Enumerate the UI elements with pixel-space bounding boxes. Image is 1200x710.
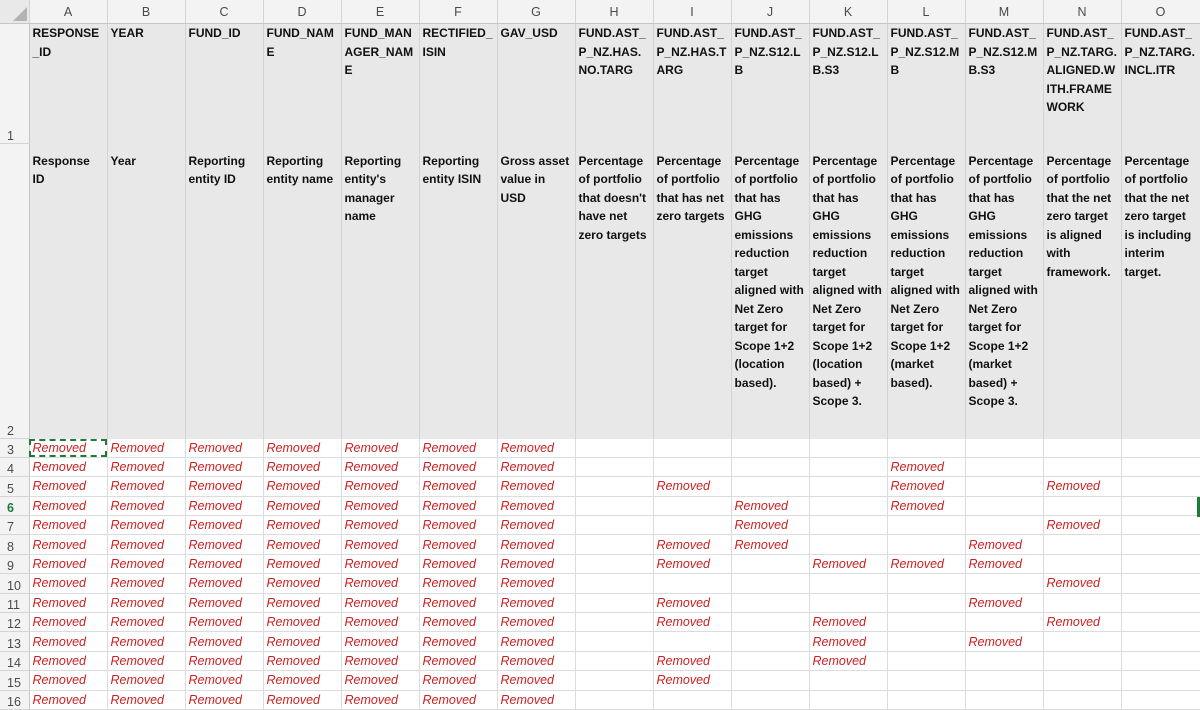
grid-cell[interactable]: Removed — [497, 671, 575, 690]
grid-cell[interactable]: Removed — [185, 457, 263, 476]
header-code-row — [0, 24, 1200, 144]
grid-cell[interactable]: Removed — [107, 613, 185, 632]
grid-cell[interactable]: Removed — [419, 690, 497, 709]
header-code-cell[interactable]: FUND_ID — [185, 24, 263, 144]
grid-cell[interactable]: Removed — [419, 457, 497, 476]
grid-cell[interactable] — [887, 593, 965, 612]
row-number[interactable]: 10 — [0, 574, 29, 593]
grid-cell[interactable]: Removed — [29, 632, 107, 651]
table-row — [0, 496, 1200, 515]
grid-cell[interactable]: Removed — [29, 671, 107, 690]
grid-cell[interactable]: Removed — [107, 632, 185, 651]
grid-cell[interactable] — [1121, 535, 1200, 554]
grid-cell[interactable] — [731, 651, 809, 670]
grid-cell[interactable]: Removed — [653, 477, 731, 496]
row-number[interactable]: 14 — [0, 651, 29, 670]
grid-cell[interactable] — [575, 690, 653, 709]
grid-cell[interactable]: Removed — [887, 477, 965, 496]
column-header-h[interactable]: H — [575, 0, 653, 24]
header-description-cell[interactable]: Percentage of portfolio that has GHG emissions reduction target aligned with Net Zero target for Scope 1+2 (location based) + Scope 3. — [809, 144, 887, 439]
grid-cell[interactable]: Removed — [419, 574, 497, 593]
grid-cell[interactable]: Removed — [263, 574, 341, 593]
header-code-cell[interactable]: FUND.AST_P_NZ.S12.LB.S3 — [809, 24, 887, 144]
grid-cell[interactable] — [1121, 690, 1200, 709]
row-number[interactable]: 13 — [0, 632, 29, 651]
grid-cell[interactable]: Removed — [341, 651, 419, 670]
grid-cell[interactable] — [1121, 439, 1200, 458]
grid-body — [0, 24, 1200, 710]
grid-cell[interactable] — [887, 632, 965, 651]
grid-cell[interactable] — [731, 613, 809, 632]
row-number[interactable]: 3 — [0, 439, 29, 458]
grid-cell[interactable]: Removed — [497, 516, 575, 535]
grid-cell[interactable] — [887, 651, 965, 670]
grid-cell[interactable]: Removed — [965, 593, 1043, 612]
selected-cell[interactable]: Removed — [29, 439, 107, 458]
grid-cell[interactable] — [731, 457, 809, 476]
grid-cell[interactable]: Removed — [341, 690, 419, 709]
grid-cell[interactable]: Removed — [29, 496, 107, 515]
header-code-cell[interactable]: FUND.AST_P_NZ.S12.MB — [887, 24, 965, 144]
grid-cell[interactable] — [575, 632, 653, 651]
grid-cell[interactable]: Removed — [185, 593, 263, 612]
grid-cell[interactable]: Removed — [809, 613, 887, 632]
grid-cell[interactable]: Removed — [185, 671, 263, 690]
header-description-cell[interactable]: Year — [107, 144, 185, 439]
grid-cell[interactable] — [575, 554, 653, 573]
grid-cell[interactable] — [575, 439, 653, 458]
grid-cell[interactable] — [809, 574, 887, 593]
grid-cell[interactable] — [731, 574, 809, 593]
grid-cell[interactable] — [965, 690, 1043, 709]
grid-cell[interactable] — [653, 439, 731, 458]
grid-cell[interactable] — [1043, 690, 1121, 709]
grid-cell[interactable]: Removed — [653, 671, 731, 690]
grid-cell[interactable]: Removed — [731, 535, 809, 554]
grid-cell[interactable]: Removed — [263, 516, 341, 535]
grid-cell[interactable]: Removed — [107, 554, 185, 573]
grid-cell[interactable] — [809, 593, 887, 612]
grid-cell[interactable] — [1121, 516, 1200, 535]
grid-cell[interactable]: Removed — [419, 554, 497, 573]
column-header-o[interactable]: O — [1121, 0, 1200, 24]
column-header-l[interactable]: L — [887, 0, 965, 24]
grid-cell[interactable] — [887, 574, 965, 593]
grid-cell[interactable] — [1121, 554, 1200, 573]
grid-cell[interactable]: Removed — [29, 593, 107, 612]
header-description-cell[interactable]: Percentage of portfolio that has GHG emissions reduction target aligned with Net Zero target for Scope 1+2 (location based). — [731, 144, 809, 439]
grid-cell[interactable] — [575, 651, 653, 670]
grid-cell[interactable]: Removed — [653, 651, 731, 670]
grid-cell[interactable]: Removed — [107, 457, 185, 476]
grid-cell[interactable]: Removed — [419, 651, 497, 670]
header-description-cell[interactable]: Percentage of portfolio that has GHG emissions reduction target aligned with Net Zero target for Scope 1+2 (market based). — [887, 144, 965, 439]
column-header-m[interactable]: M — [965, 0, 1043, 24]
grid-cell[interactable]: Removed — [497, 574, 575, 593]
header-description-row — [0, 144, 1200, 439]
grid-cell[interactable]: Removed — [29, 613, 107, 632]
table-row — [0, 457, 1200, 476]
row-number[interactable]: 16 — [0, 690, 29, 709]
grid-cell[interactable]: Removed — [809, 651, 887, 670]
grid-cell[interactable]: Removed — [263, 632, 341, 651]
grid-cell[interactable]: Removed — [341, 671, 419, 690]
grid-cell[interactable]: Removed — [341, 535, 419, 554]
grid-cell[interactable] — [1043, 671, 1121, 690]
grid-cell[interactable]: Removed — [263, 554, 341, 573]
grid-cell[interactable]: Removed — [185, 632, 263, 651]
grid-cell[interactable]: Removed — [263, 477, 341, 496]
grid-cell[interactable]: Removed — [653, 613, 731, 632]
grid-cell[interactable]: Removed — [419, 477, 497, 496]
grid-cell[interactable]: Removed — [419, 632, 497, 651]
grid-cell[interactable]: Removed — [1043, 574, 1121, 593]
grid-cell[interactable]: Removed — [341, 439, 419, 458]
header-description-cell[interactable]: Gross asset value in USD — [497, 144, 575, 439]
header-description-cell[interactable]: Percentage of portfolio that has net zero targets — [653, 144, 731, 439]
row-number[interactable]: 5 — [0, 477, 29, 496]
grid-cell[interactable]: Removed — [497, 477, 575, 496]
row-number[interactable]: 6 — [0, 496, 29, 515]
grid-cell[interactable]: Removed — [731, 516, 809, 535]
grid-cell[interactable]: Removed — [809, 554, 887, 573]
column-header-i[interactable]: I — [653, 0, 731, 24]
grid-cell[interactable] — [1043, 457, 1121, 476]
grid-cell[interactable] — [965, 439, 1043, 458]
grid-cell[interactable] — [965, 516, 1043, 535]
grid-cell[interactable]: Removed — [809, 632, 887, 651]
grid-cell[interactable] — [731, 593, 809, 612]
column-header-b[interactable]: B — [107, 0, 185, 24]
table-row — [0, 632, 1200, 651]
grid-cell[interactable] — [965, 574, 1043, 593]
grid-cell[interactable]: Removed — [107, 477, 185, 496]
grid-cell[interactable]: Removed — [653, 535, 731, 554]
grid-cell[interactable]: Removed — [419, 613, 497, 632]
grid-cell[interactable]: Removed — [497, 632, 575, 651]
grid-cell[interactable] — [575, 671, 653, 690]
grid-cell[interactable]: Removed — [29, 574, 107, 593]
grid-cell[interactable]: Removed — [341, 574, 419, 593]
grid-cell[interactable]: Removed — [29, 554, 107, 573]
grid-cell[interactable] — [731, 671, 809, 690]
grid-cell[interactable]: Removed — [185, 574, 263, 593]
table-row — [0, 535, 1200, 554]
grid-cell[interactable]: Removed — [185, 613, 263, 632]
grid-cell[interactable] — [1121, 496, 1200, 515]
header-code-cell[interactable]: FUND.AST_P_NZ.TARG.INCL.ITR — [1121, 24, 1200, 144]
grid-cell[interactable] — [887, 535, 965, 554]
grid-cell[interactable] — [809, 671, 887, 690]
grid-cell[interactable] — [575, 477, 653, 496]
grid-cell[interactable] — [575, 613, 653, 632]
grid-cell[interactable]: Removed — [887, 554, 965, 573]
header-description-cell[interactable]: Reporting entity's manager name — [341, 144, 419, 439]
column-header-a[interactable]: A — [29, 0, 107, 24]
grid-cell[interactable] — [1043, 554, 1121, 573]
grid-cell[interactable]: Removed — [497, 690, 575, 709]
grid-cell[interactable] — [809, 496, 887, 515]
grid-cell[interactable]: Removed — [185, 690, 263, 709]
grid-cell[interactable]: Removed — [419, 671, 497, 690]
grid-cell[interactable]: Removed — [107, 593, 185, 612]
grid-cell[interactable] — [965, 671, 1043, 690]
grid-cell[interactable]: Removed — [497, 613, 575, 632]
grid-cell[interactable]: Removed — [263, 613, 341, 632]
grid-cell[interactable]: Removed — [965, 535, 1043, 554]
row-number[interactable]: 8 — [0, 535, 29, 554]
grid-cell[interactable]: Removed — [887, 496, 965, 515]
grid-cell[interactable]: Removed — [185, 477, 263, 496]
grid-cell[interactable] — [731, 477, 809, 496]
row-number[interactable]: 4 — [0, 457, 29, 476]
grid-cell[interactable]: Removed — [341, 457, 419, 476]
grid-cell[interactable] — [887, 516, 965, 535]
grid-cell[interactable]: Removed — [341, 516, 419, 535]
grid-cell[interactable]: Removed — [497, 651, 575, 670]
grid-cell[interactable]: Removed — [497, 554, 575, 573]
row-number[interactable]: 1 — [0, 24, 29, 144]
header-code-cell[interactable]: FUND.AST_P_NZ.S12.LB — [731, 24, 809, 144]
grid-cell[interactable] — [1121, 574, 1200, 593]
column-header-j[interactable]: J — [731, 0, 809, 24]
grid-cell[interactable]: Removed — [29, 690, 107, 709]
grid-cell[interactable]: Removed — [185, 535, 263, 554]
grid-cell[interactable] — [1121, 651, 1200, 670]
grid-cell[interactable] — [887, 439, 965, 458]
grid-cell[interactable] — [1121, 613, 1200, 632]
grid-cell[interactable] — [965, 457, 1043, 476]
grid-cell[interactable] — [1121, 593, 1200, 612]
grid-cell[interactable]: Removed — [29, 516, 107, 535]
grid-cell[interactable] — [809, 690, 887, 709]
grid-cell[interactable] — [809, 457, 887, 476]
select-all-corner[interactable] — [0, 0, 29, 24]
grid-cell[interactable]: Removed — [263, 593, 341, 612]
table-row — [0, 651, 1200, 670]
column-header-row — [0, 0, 1200, 24]
grid-cell[interactable]: Removed — [263, 651, 341, 670]
row-number[interactable]: 9 — [0, 554, 29, 573]
grid-cell[interactable]: Removed — [29, 651, 107, 670]
grid-cell[interactable]: Removed — [185, 496, 263, 515]
grid-cell[interactable]: Removed — [965, 554, 1043, 573]
grid-cell[interactable]: Removed — [263, 457, 341, 476]
grid-cell[interactable]: Removed — [497, 496, 575, 515]
grid-cell[interactable]: Removed — [107, 439, 185, 458]
grid-cell[interactable]: Removed — [107, 574, 185, 593]
grid-cell[interactable]: Removed — [341, 554, 419, 573]
grid-cell[interactable] — [1043, 593, 1121, 612]
column-header-n[interactable]: N — [1043, 0, 1121, 24]
grid-cell[interactable] — [575, 593, 653, 612]
header-code-cell[interactable]: GAV_USD — [497, 24, 575, 144]
grid-cell[interactable] — [965, 613, 1043, 632]
table-row — [0, 574, 1200, 593]
row-number[interactable]: 11 — [0, 593, 29, 612]
row-number[interactable]: 7 — [0, 516, 29, 535]
grid-cell[interactable] — [653, 457, 731, 476]
grid-cell[interactable]: Removed — [341, 632, 419, 651]
grid-cell[interactable] — [731, 439, 809, 458]
grid-cell[interactable] — [1121, 457, 1200, 476]
grid-cell[interactable] — [887, 690, 965, 709]
table-row — [0, 671, 1200, 690]
header-code-cell[interactable]: RESPONSE_ID — [29, 24, 107, 144]
grid-cell[interactable] — [653, 632, 731, 651]
grid-cell[interactable]: Removed — [419, 496, 497, 515]
grid-cell[interactable]: Removed — [263, 439, 341, 458]
grid-cell[interactable] — [653, 574, 731, 593]
grid-cell[interactable]: Removed — [341, 496, 419, 515]
column-header-e[interactable]: E — [341, 0, 419, 24]
grid-cell[interactable]: Removed — [107, 671, 185, 690]
grid-cell[interactable] — [653, 690, 731, 709]
header-description-cell[interactable]: Percentage of portfolio that doesn't have net zero targets — [575, 144, 653, 439]
grid-cell[interactable]: Removed — [107, 535, 185, 554]
header-code-cell[interactable]: FUND_MANAGER_NAME — [341, 24, 419, 144]
header-description-cell[interactable]: Percentage of portfolio that has GHG emissions reduction target aligned with Net Zero target for Scope 1+2 (market based) + Scope 3. — [965, 144, 1043, 439]
grid-cell[interactable] — [575, 535, 653, 554]
table-row — [0, 516, 1200, 535]
grid-cell[interactable]: Removed — [1043, 613, 1121, 632]
grid-cell[interactable]: Removed — [185, 516, 263, 535]
grid-cell[interactable]: Removed — [29, 535, 107, 554]
grid-cell[interactable] — [653, 516, 731, 535]
grid-cell[interactable]: Removed — [497, 535, 575, 554]
grid-cell[interactable]: Removed — [185, 651, 263, 670]
table-row — [0, 477, 1200, 496]
column-header-k[interactable]: K — [809, 0, 887, 24]
table-row — [0, 690, 1200, 709]
grid-cell[interactable]: Removed — [263, 690, 341, 709]
header-description-cell[interactable]: Reporting entity ID — [185, 144, 263, 439]
grid-cell[interactable] — [809, 516, 887, 535]
grid-cell[interactable]: Removed — [107, 496, 185, 515]
header-description-cell[interactable]: Percentage of portfolio that the net zero target is including interim target. — [1121, 144, 1200, 439]
grid-cell[interactable]: Removed — [107, 690, 185, 709]
grid-cell[interactable]: Removed — [1043, 477, 1121, 496]
grid-cell[interactable]: Removed — [185, 554, 263, 573]
grid-cell[interactable]: Removed — [263, 671, 341, 690]
row-number[interactable]: 12 — [0, 613, 29, 632]
column-header-g[interactable]: G — [497, 0, 575, 24]
grid-cell[interactable]: Removed — [29, 477, 107, 496]
grid-cell[interactable] — [965, 651, 1043, 670]
header-description-cell[interactable]: Response ID — [29, 144, 107, 439]
grid-cell[interactable]: Removed — [29, 457, 107, 476]
grid-cell[interactable] — [809, 439, 887, 458]
grid-cell[interactable]: Removed — [497, 593, 575, 612]
header-code-cell[interactable]: YEAR — [107, 24, 185, 144]
grid-cell[interactable]: Removed — [1043, 516, 1121, 535]
grid-cell[interactable] — [1043, 439, 1121, 458]
grid-cell[interactable]: Removed — [497, 439, 575, 458]
grid-cell[interactable] — [1121, 671, 1200, 690]
grid-cell[interactable] — [575, 574, 653, 593]
grid-cell[interactable]: Removed — [341, 593, 419, 612]
grid-cell[interactable]: Removed — [419, 516, 497, 535]
grid-cell[interactable] — [575, 516, 653, 535]
grid-cell[interactable] — [809, 477, 887, 496]
grid-cell[interactable] — [1121, 477, 1200, 496]
grid-cell[interactable]: Removed — [653, 593, 731, 612]
header-code-cell[interactable]: FUND.AST_P_NZ.S12.MB.S3 — [965, 24, 1043, 144]
header-code-cell[interactable]: FUND.AST_P_NZ.TARG.ALIGNED.WITH.FRAMEWORK — [1043, 24, 1121, 144]
header-code-cell[interactable]: FUND.AST_P_NZ.HAS.TARG — [653, 24, 731, 144]
grid-cell[interactable] — [1043, 496, 1121, 515]
grid-cell[interactable] — [731, 632, 809, 651]
grid-cell[interactable] — [575, 457, 653, 476]
column-header-f[interactable]: F — [419, 0, 497, 24]
grid-cell[interactable] — [965, 496, 1043, 515]
grid-cell[interactable]: Removed — [419, 439, 497, 458]
grid-cell[interactable] — [575, 496, 653, 515]
grid-cell[interactable]: Removed — [419, 535, 497, 554]
grid-cell[interactable]: Removed — [107, 651, 185, 670]
table-row — [0, 593, 1200, 612]
grid-cell[interactable] — [1043, 632, 1121, 651]
grid-cell[interactable] — [1043, 535, 1121, 554]
grid-cell[interactable]: Removed — [341, 613, 419, 632]
grid-cell[interactable]: Removed — [107, 516, 185, 535]
grid-cell[interactable] — [809, 535, 887, 554]
grid-cell[interactable] — [1043, 651, 1121, 670]
grid-cell[interactable]: Removed — [497, 457, 575, 476]
header-code-cell[interactable]: RECTIFIED_ISIN — [419, 24, 497, 144]
row-number[interactable]: 2 — [0, 144, 29, 439]
grid-cell[interactable] — [731, 690, 809, 709]
header-code-cell[interactable]: FUND_NAME — [263, 24, 341, 144]
header-description-cell[interactable]: Percentage of portfolio that the net zero target is aligned with framework. — [1043, 144, 1121, 439]
column-header-d[interactable]: D — [263, 0, 341, 24]
grid-cell[interactable]: Removed — [653, 554, 731, 573]
row-number[interactable]: 15 — [0, 671, 29, 690]
column-header-c[interactable]: C — [185, 0, 263, 24]
grid-cell[interactable]: Removed — [341, 477, 419, 496]
grid-cell[interactable] — [1121, 632, 1200, 651]
header-code-cell[interactable]: FUND.AST_P_NZ.HAS.NO.TARG — [575, 24, 653, 144]
header-description-cell[interactable]: Reporting entity ISIN — [419, 144, 497, 439]
grid-cell[interactable]: Removed — [887, 457, 965, 476]
grid-cell[interactable] — [965, 477, 1043, 496]
table-row — [0, 439, 1200, 458]
table-row — [0, 554, 1200, 573]
grid-cell[interactable]: Removed — [731, 496, 809, 515]
grid-cell[interactable] — [731, 554, 809, 573]
grid-cell[interactable]: Removed — [185, 439, 263, 458]
table-row — [0, 613, 1200, 632]
grid-cell[interactable] — [887, 613, 965, 632]
grid-cell[interactable]: Removed — [263, 496, 341, 515]
grid-cell[interactable] — [887, 671, 965, 690]
grid-cell[interactable]: Removed — [419, 593, 497, 612]
grid-cell[interactable]: Removed — [263, 535, 341, 554]
header-description-cell[interactable]: Reporting entity name — [263, 144, 341, 439]
grid-cell[interactable] — [653, 496, 731, 515]
grid-cell[interactable]: Removed — [965, 632, 1043, 651]
